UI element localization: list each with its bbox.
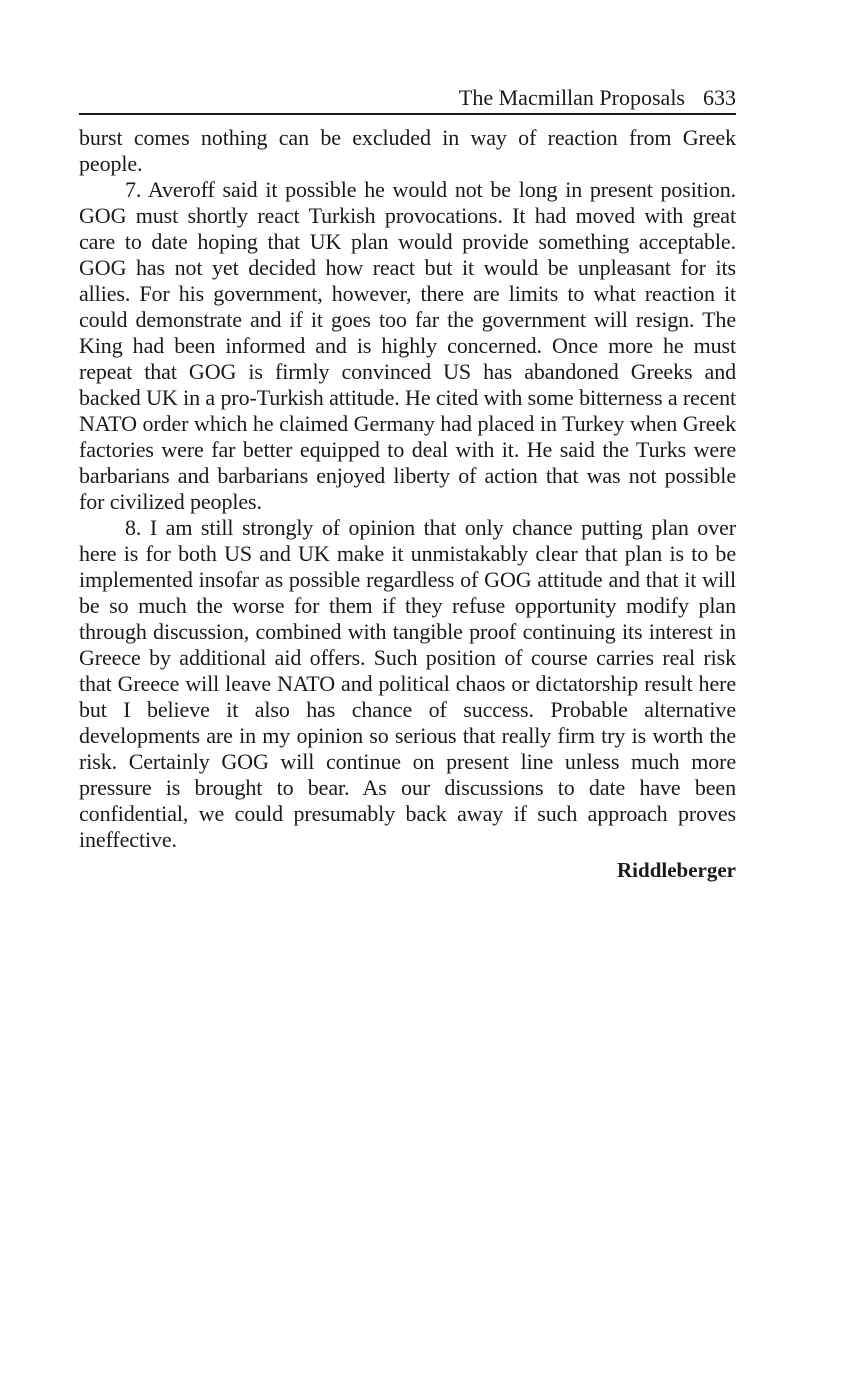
running-header (79, 84, 736, 115)
paragraph-7: 7. Averoff said it possible he would not be long in present position. GOG must shortly react Turkish provocations. It had moved with great care to date hoping that UK plan would provide something acceptable. GOG has not yet decided how react but it would be unpleasant for its allies. For his government, however, there are limits to what reaction it could demonstrate and if it goes too far the government will resign. The King had been informed and is highly concerned. Once more he must repeat that GOG is firmly convinced US has abandoned Greeks and backed UK in a pro-Turkish attitude. He cited with some bitterness a recent NATO order which he claimed Germany had placed in Turkey when Greek factories were far better equipped to deal with it. He said the Turks were barbarians and barbarians enjoyed liberty of action that was not possible for civilized peoples. (79, 177, 737, 514)
body-text (79, 125, 736, 853)
document-page (79, 84, 736, 883)
running-head-title: The Macmillan Proposals (458, 85, 685, 110)
paragraph-continuation: burst comes nothing can be excluded in way of reaction from Greek people. (79, 125, 736, 176)
page-number: 633 (703, 85, 736, 110)
signature: Riddleberger (617, 858, 736, 882)
paragraph-8: 8. I am still strongly of opinion that only chance putting plan over here is for both US and UK make it unmistakably clear that plan is to be implemented insofar as possible regardless of GOG attitude and that it will be so much the worse for them if they refuse opportunity modify plan through discussion, combined with tangible proof continuing its interest in Greece by additional aid offers. Such position of course carries real risk that Greece will leave NATO and political chaos or dictatorship result here but I believe it also has chance of success. Probable alternative developments are in my opinion so serious that really firm try is worth the risk. Certainly GOG will continue on present line unless much more pressure is brought to bear. As our discussions to date have been confidential, we could presumably back away if such approach proves ineffective. (79, 515, 736, 852)
